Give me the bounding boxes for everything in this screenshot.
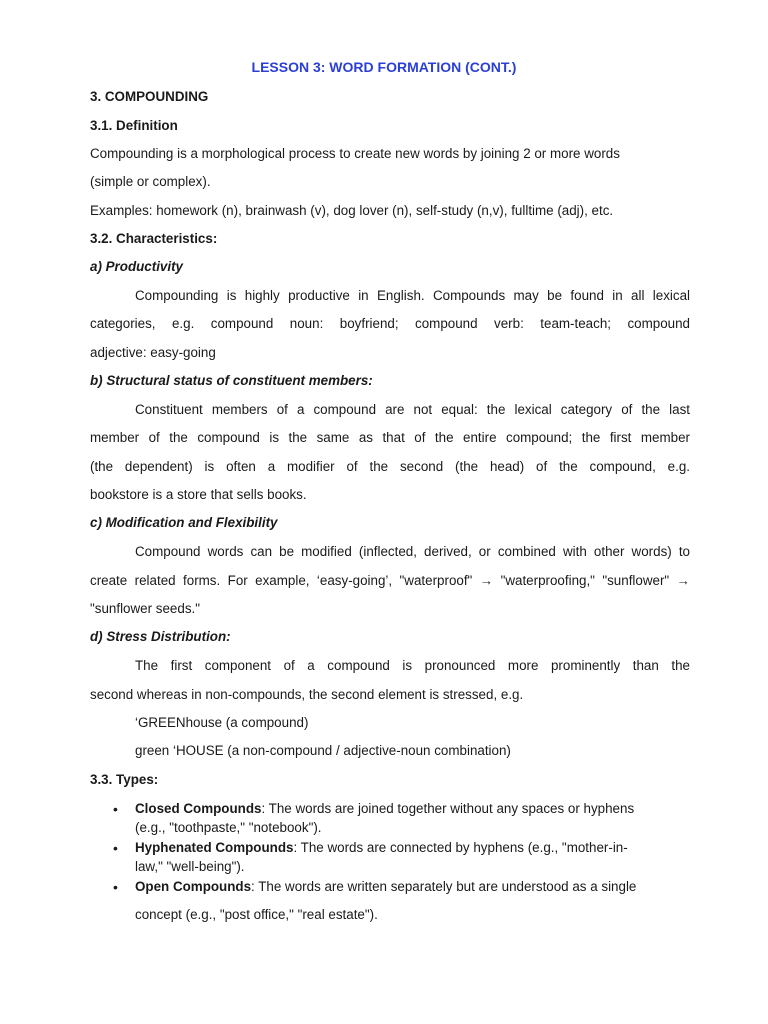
open-compounds-desc-line-2: concept (e.g., "post office," "real estate"). [135, 907, 378, 922]
hyphenated-compounds-desc: : The words are connected by hyphens (e.g., "mother-in- [293, 840, 628, 855]
list-item-hyphenated-compounds [135, 839, 655, 857]
types-heading: 3.3. Types: [90, 772, 159, 787]
modification-heading: c) Modification and Flexibility [90, 515, 278, 530]
structural-status-line-4: bookstore is a store that sells books. [90, 487, 307, 502]
stress-example-compound: ‘GREENhouse (a compound) [135, 715, 309, 730]
definition-text-line-2: (simple or complex). [90, 174, 211, 189]
productivity-line-3: adjective: easy-going [90, 345, 216, 360]
structural-status-line-2: member of the compound is the same as that of the entire compound; the first member [90, 430, 690, 445]
closed-compounds-term: Closed Compounds [135, 801, 262, 816]
stress-distribution-line-1: The first component of a compound is pronounced more prominently than the [135, 658, 690, 673]
bullet-icon: • [113, 840, 118, 856]
definition-heading: 3.1. Definition [90, 118, 178, 133]
structural-status-line-1: Constituent members of a compound are not equal: the lexical category of the last [135, 402, 690, 417]
stress-example-non-compound: green ‘HOUSE (a non-compound / adjective-noun combination) [135, 743, 511, 758]
bullet-icon: • [113, 801, 118, 817]
bullet-icon: • [113, 879, 118, 895]
stress-distribution-line-2: second whereas in non-compounds, the second element is stressed, e.g. [90, 687, 524, 702]
definition-text-line-1: Compounding is a morphological process to create new words by joining 2 or more words [90, 146, 620, 161]
characteristics-heading: 3.2. Characteristics: [90, 231, 218, 246]
productivity-heading: a) Productivity [90, 259, 184, 274]
hyphenated-compounds-desc-line-2: law," "well-being"). [135, 859, 245, 874]
modification-line-1: Compound words can be modified (inflected, derived, or combined with other words) to [135, 544, 690, 559]
modification-line-3: "sunflower seeds." [90, 601, 200, 616]
structural-status-heading: b) Structural status of constituent members: [90, 373, 373, 388]
list-item-closed-compounds [135, 800, 655, 818]
closed-compounds-desc: : The words are joined together without any spaces or hyphens [261, 801, 635, 816]
section-heading: 3. COMPOUNDING [90, 89, 209, 104]
stress-distribution-heading: d) Stress Distribution: [90, 629, 231, 644]
hyphenated-compounds-term: Hyphenated Compounds [135, 840, 294, 855]
list-item-open-compounds [135, 878, 655, 896]
open-compounds-desc: : The words are written separately but are understood as a single [251, 879, 637, 894]
modification-line-2: create related forms. For example, ‘easy-going’, "waterproof" → "waterproofing," "sunflower" → [90, 573, 690, 588]
productivity-line-2: categories, e.g. compound noun: boyfriend; compound verb: team-teach; compound [90, 316, 690, 331]
structural-status-line-3: (the dependent) is often a modifier of the second (the head) of the compound, e.g. [90, 459, 690, 474]
productivity-line-1: Compounding is highly productive in English. Compounds may be found in all lexical [135, 288, 690, 303]
closed-compounds-desc-line-2: (e.g., "toothpaste," "notebook"). [135, 820, 322, 835]
page-title: LESSON 3: WORD FORMATION (CONT.) [251, 59, 517, 75]
definition-examples: Examples: homework (n), brainwash (v), dog lover (n), self-study (n,v), fulltime (adj), etc. [90, 203, 614, 218]
open-compounds-term: Open Compounds [135, 879, 252, 894]
